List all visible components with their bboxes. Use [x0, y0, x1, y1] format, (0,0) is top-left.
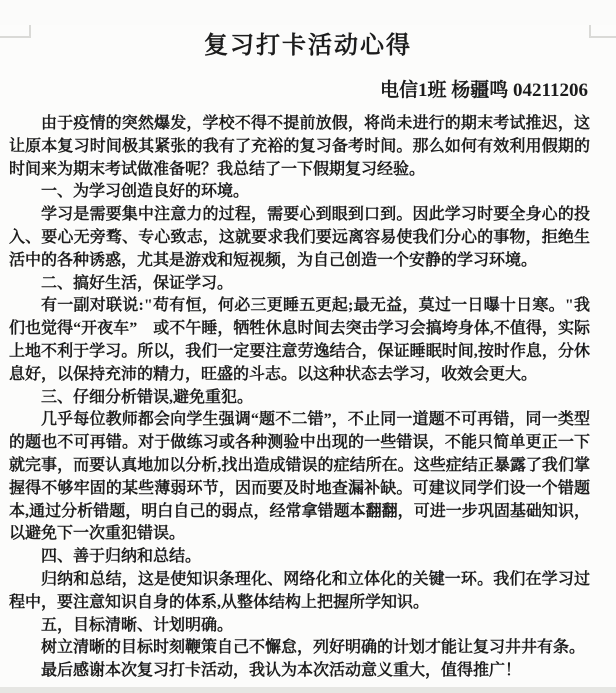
scanned-document-page [0, 25, 616, 693]
paragraph: 有一副对联说:"苟有恒，何必三更睡五更起;最无益，莫过一日曝十日寒。"我们也觉得“开夜车” 或不午睡，牺牲休息时间去突击学习会搞垮身体,不值得，实际上地不利于学习。所以，我们一定要注意劳逸结合，保证睡眠时间,按时作息，分休息好，以保持充沛的精力，旺盛的斗志。以这种状态去学习，收效会更大。 [9, 297, 590, 383]
document-body [9, 113, 590, 683]
section-heading: 三、仔细分析错误,避免重犯。 [41, 388, 254, 406]
paragraph: 几乎每位教师都会向学生强调“题不二错”，不止同一道题不可再错，同一类型的题也不可再错。对于做练习或各种测验中出现的一些错误，不能只简单更正一下就完事，而要认真地加以分析,找出造成错误的症结所在。这些症结正暴露了我们掌握得不够牢固的某些薄弱环节，因而要及时地查漏补缺。可建议同学们设一个错题本,通过分析错题，明白自己的弱点，经常拿错题本翻翻，可进一步巩固基础知识，以避免下一次重犯错误。 [9, 411, 590, 543]
paragraph: 由于疫情的突然爆发，学校不得不提前放假，将尚未进行的期末考试推迟，这让原本复习时间极其紧张的我有了充裕的复习备考时间。那么如何有效利用假期的时间来为期末考试做准备呢？我总结了一下假期复习经验。 [9, 115, 590, 178]
section-heading: 一、为学习创造良好的环境。 [41, 183, 250, 201]
section-heading: 四、善于归纳和总结。 [41, 548, 202, 566]
paragraph: 归纳和总结，这是使知识条理化、网络化和立体化的关键一环。我们在学习过程中，要注意知识自身的体系,从整体结构上把握所学知识。 [9, 570, 590, 611]
section-heading: 二、搞好生活，保证学习。 [41, 274, 234, 292]
page-title: 复习打卡活动心得 [204, 33, 412, 59]
paragraph: 树立清晰的目标时刻鞭策自己不懈怠，列好明确的计划才能让复习井井有条。 [41, 639, 586, 657]
paragraph: 学习是需要集中注意力的过程，需要心到眼到口到。因此学习时要全身心的投入、要心无旁骛、专心致志，这就要求我们要远离容易使我们分心的事物，拒绝生活中的各种诱惑，尤其是游戏和短视频，为自己创造一个安静的学习环境。 [9, 206, 590, 269]
paragraph: 最后感谢本次复习打卡活动，我认为本次活动意义重大，值得推广！ [41, 662, 522, 680]
scan-corner-artifact-right [589, 25, 616, 38]
scan-bottom-edge-artifact [0, 687, 616, 693]
byline: 电信1班 杨疆鸣 04211206 [380, 80, 588, 101]
section-heading: 五，目标清晰、计划明确。 [41, 616, 234, 634]
scan-corner-artifact-left [0, 25, 31, 38]
